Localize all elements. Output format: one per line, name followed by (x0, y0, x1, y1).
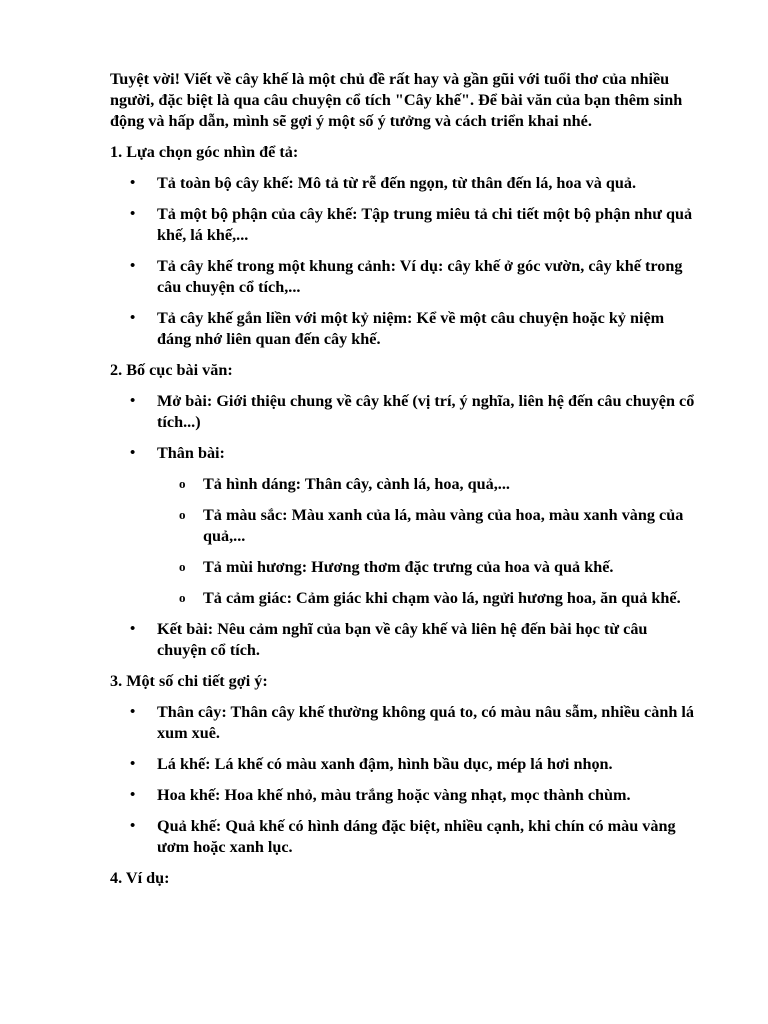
list-item: • Quả khế: Quả khế có hình dáng đặc biệt, nhiều cạnh, khi chín có màu vàng ươm hoặc xanh lục. (110, 816, 700, 858)
section-3-list (110, 702, 700, 858)
section-1-list (110, 173, 700, 350)
section-heading-3: 3. Một số chi tiết gợi ý: (110, 672, 268, 690)
list-item: • Tả toàn bộ cây khế: Mô tả từ rễ đến ngọn, từ thân đến lá, hoa và quả. (110, 173, 700, 194)
section-heading-2: 2. Bố cục bài văn: (110, 361, 233, 379)
sub-list-item: o Tả cảm giác: Cảm giác khi chạm vào lá, ngửi hương hoa, ăn quả khế. (157, 588, 700, 609)
section-heading-1: 1. Lựa chọn góc nhìn để tả: (110, 143, 299, 161)
list-item-than-bai (110, 443, 700, 609)
section-2-list (110, 391, 700, 661)
list-item: • Thân cây: Thân cây khế thường không quá to, có màu nâu sẫm, nhiều cành lá xum xuê. (110, 702, 700, 744)
sub-list-item: o Tả mùi hương: Hương thơm đặc trưng của hoa và quả khế. (157, 557, 700, 578)
sub-list-item: o Tả màu sắc: Màu xanh của lá, màu vàng của hoa, màu xanh vàng của quả,... (157, 505, 700, 547)
than-bai-label: Thân bài: (157, 444, 225, 462)
list-item: • Hoa khế: Hoa khế nhỏ, màu trắng hoặc vàng nhạt, mọc thành chùm. (110, 785, 700, 806)
sub-list-item: o Tả hình dáng: Thân cây, cành lá, hoa, quả,... (157, 474, 700, 495)
list-item: • Tả cây khế gắn liền với một kỷ niệm: Kể về một câu chuyện hoặc kỷ niệm đáng nhớ liên quan đến cây khế. (110, 308, 700, 350)
list-item-mo-bai: • Mở bài: Giới thiệu chung về cây khế (vị trí, ý nghĩa, liên hệ đến câu chuyện cổ tích...) (110, 391, 700, 433)
list-item: • Tả cây khế trong một khung cảnh: Ví dụ: cây khế ở góc vườn, cây khế trong câu chuyện cổ tích,... (110, 256, 700, 298)
intro-paragraph: Tuyệt vời! Viết về cây khế là một chủ đề rất hay và gần gũi với tuổi thơ của nhiều người, đặc biệt là qua câu chuyện cổ tích "Cây khế". Để bài văn của bạn thêm sinh động và hấp dẫn, mình sẽ gợi ý một số ý tưởng và cách triển khai nhé. (110, 70, 683, 130)
list-item: • Tả một bộ phận của cây khế: Tập trung miêu tả chi tiết một bộ phận như quả khế, lá khế,... (110, 204, 700, 246)
section-heading-4: 4. Ví dụ: (110, 869, 170, 887)
list-item-ket-bai: • Kết bài: Nêu cảm nghĩ của bạn về cây khế và liên hệ đến bài học từ câu chuyện cổ tích. (110, 619, 700, 661)
than-bai-sublist (157, 474, 700, 609)
document-body (110, 69, 700, 899)
list-item: • Lá khế: Lá khế có màu xanh đậm, hình bầu dục, mép lá hơi nhọn. (110, 754, 700, 775)
